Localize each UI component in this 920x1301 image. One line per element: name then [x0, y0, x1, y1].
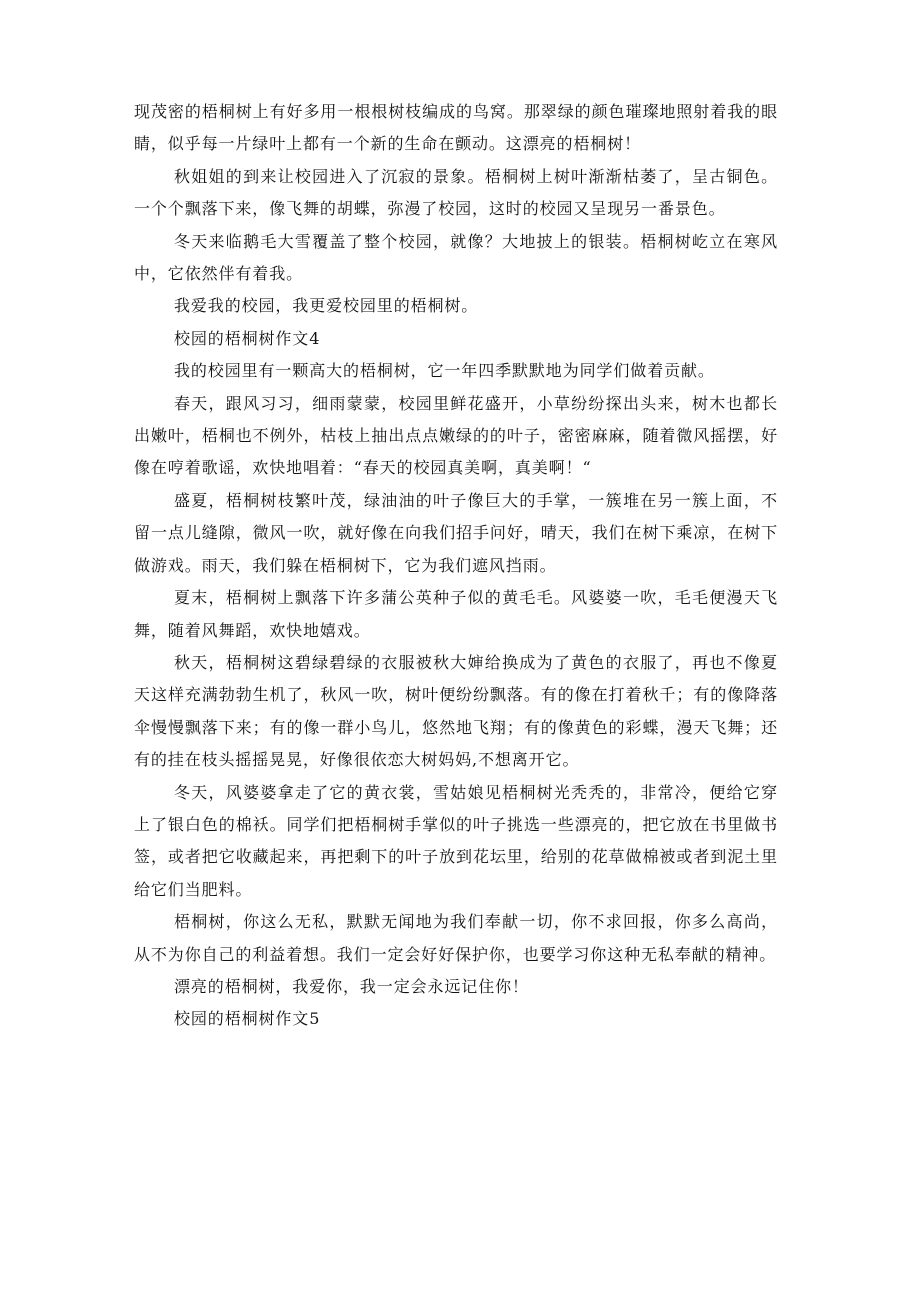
paragraph-winter-2: 冬天，风婆婆拿走了它的黄衣裳，雪姑娘见梧桐树光秃秃的，非常冷，便给它穿上了银白色的棉袄。同学们把梧桐树手掌似的叶子挑选一些漂亮的，把它放在书里做书签，或者把它收藏起来，再把剩下的叶子放到花坛里，给别的花草做棉被或者到泥土里给它们当肥料。: [134, 782, 778, 899]
paragraph-love-campus: 我爱我的校园，我更爱校园里的梧桐树。: [174, 296, 479, 316]
paragraph-continuation: 现茂密的梧桐树上有好多用一根根树枝编成的鸟窝。那翠绿的颜色璀璨地照射着我的眼睛，似乎每一片绿叶上都有一个新的生命在颤动。这漂亮的梧桐树！: [134, 102, 778, 154]
paragraph-late-summer: 夏末，梧桐树上飘落下许多蒲公英种子似的黄毛毛。风婆婆一吹，毛毛便漫天飞舞，随着风舞蹈，欢快地嬉戏。: [134, 588, 778, 640]
paragraph-autumn-2: 秋天，梧桐树这碧绿碧绿的衣服被秋大婶给换成为了黄色的衣服了，再也不像夏天这样充满勃勃生机了，秋风一吹，树叶便纷纷飘落。有的像在打着秋千；有的像降落伞慢慢飘落下来；有的像一群小鸟儿，悠然地飞翔；有的像黄色的彩蝶，漫天飞舞；还有的挂在枝头摇摇晃晃，好像很依恋大树妈妈,不想离开它。: [134, 652, 778, 770]
essay-heading-4: 校园的梧桐树作文4: [174, 328, 321, 348]
paragraph-intro: 我的校园里有一颗高大的梧桐树，它一年四季默默地为同学们做着贡献。: [174, 361, 715, 381]
paragraph-praise: 梧桐树，你这么无私，默默无闻地为我们奉献一切，你不求回报，你多么高尚，从不为你自己的利益着想。我们一定会好好保护你，也要学习你这种无私奉献的精神。: [134, 912, 778, 964]
paragraph-midsummer: 盛夏，梧桐树枝繁叶茂，绿油油的叶子像巨大的手掌，一簇堆在另一簇上面，不留一点儿缝隙，微风一吹，就好像在向我们招手问好，晴天，我们在树下乘凉，在树下做游戏。雨天，我们躲在梧桐树下，它为我们遮风挡雨。: [134, 490, 778, 575]
document-body: [134, 96, 778, 1036]
paragraph-winter: 冬天来临鹅毛大雪覆盖了整个校园，就像？大地披上的银装。梧桐树屹立在寒风中，它依然伴有着我。: [134, 231, 778, 284]
paragraph-closing: 漂亮的梧桐树，我爱你，我一定会永远记住你！: [174, 976, 529, 996]
essay-heading-5: 校园的梧桐树作文5: [174, 1009, 321, 1029]
paragraph-autumn: 秋姐姐的到来让校园进入了沉寂的景象。梧桐树上树叶渐渐枯萎了，呈古铜色。一个个飘落下来，像飞舞的胡蝶，弥漫了校园，这时的校园又呈现另一番景色。: [134, 166, 778, 219]
paragraph-spring: 春天，跟风习习，细雨蒙蒙，校园里鲜花盛开，小草纷纷探出头来，树木也都长出嫩叶，梧桐也不例外，枯枝上抽出点点嫩绿的的叶子，密密麻麻，随着微风摇摆，好像在哼着歌谣，欢快地唱着：“春天的校园真美啊，真美啊！“: [134, 393, 778, 478]
